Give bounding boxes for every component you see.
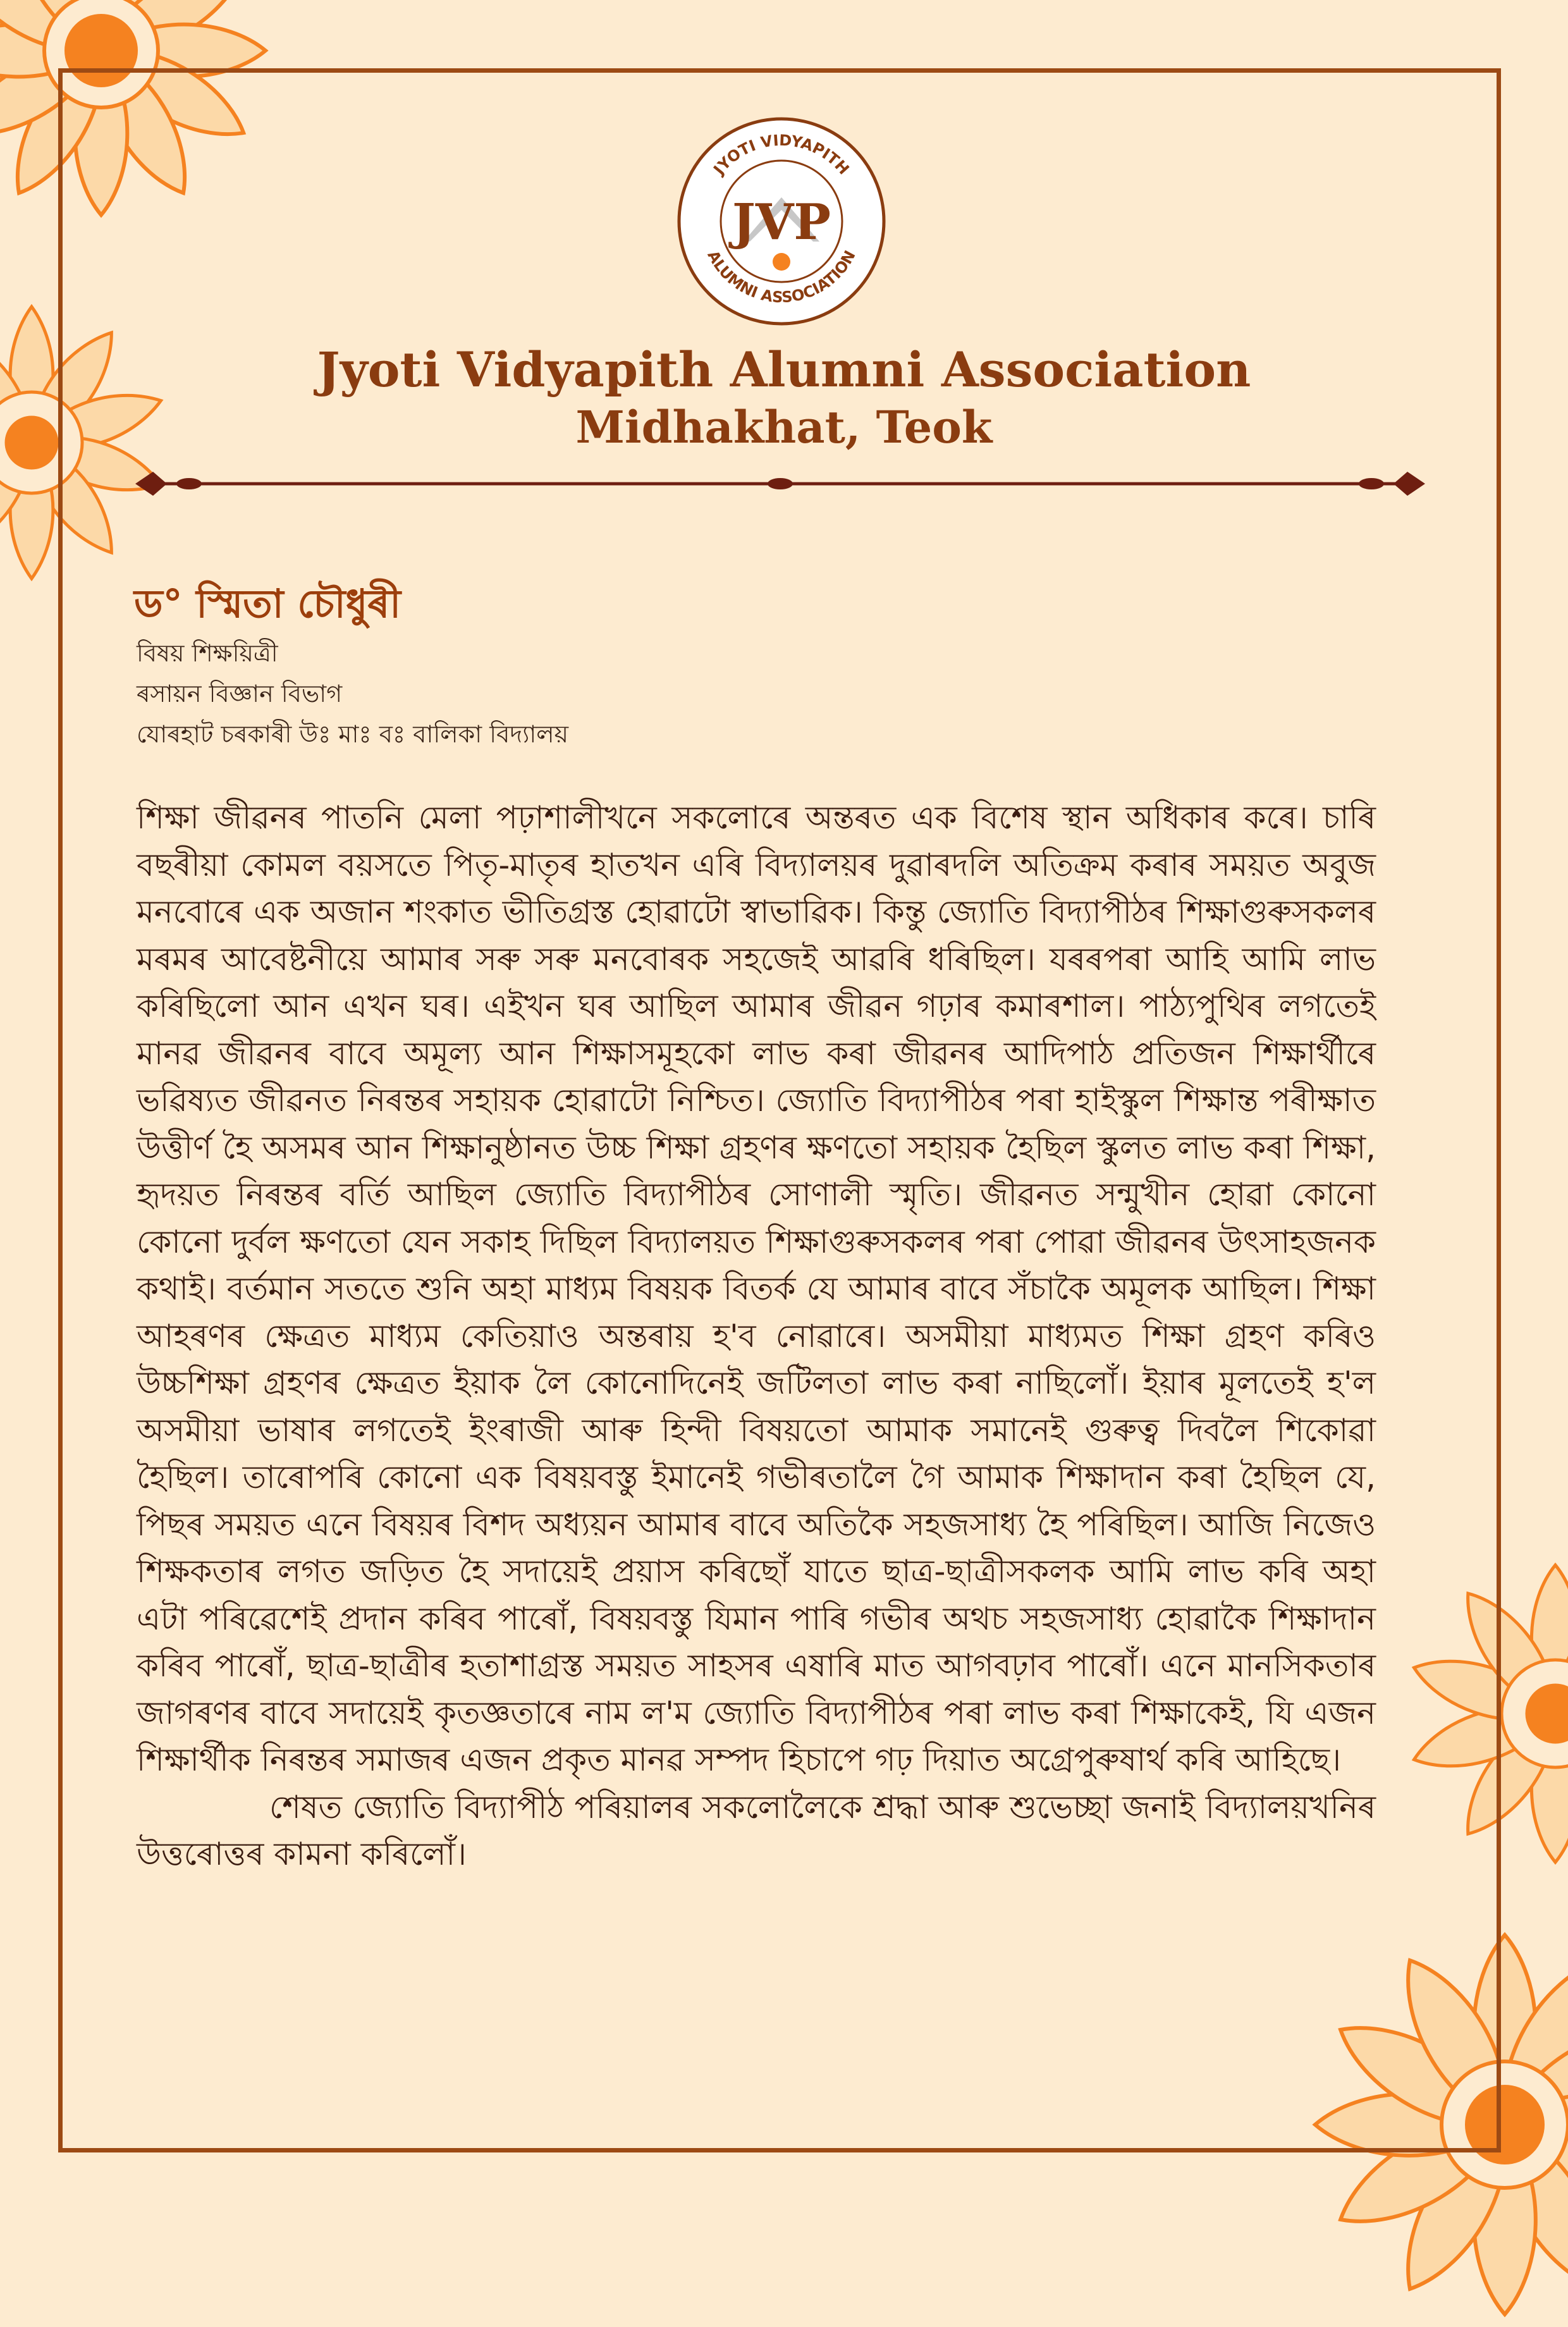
- author-name: ড° স্মিতা চৌধুৰী: [134, 580, 401, 627]
- article-body: [137, 794, 1376, 1878]
- logo-monogram: JVP: [732, 193, 831, 251]
- author-institution: যোৰহাট চৰকাৰী উঃ মাঃ বঃ বালিকা বিদ্যালয়: [137, 720, 568, 748]
- article-paragraph-closing: শেষত জ্যোতি বিদ্যাপীঠ পৰিয়ালৰ সকলোলৈকে শ্ৰদ্ধা আৰু শুভেচ্ছা জনাই বিদ্যালয়খনিৰ উত্তৰোত্তৰ কামনা কৰিলোঁ।: [137, 1788, 1376, 1872]
- alumni-association-logo: [675, 115, 888, 328]
- lamp-icon: [773, 253, 790, 271]
- logo-ring-text-top: JYOTI VIDYAPITH: [710, 131, 853, 178]
- ornamental-divider: [135, 468, 1425, 500]
- logo-ring-text-bottom: ALUMNI ASSOCIATION: [704, 247, 859, 307]
- author-designation: বিষয় শিক্ষয়িত্ৰী: [137, 639, 278, 667]
- page-title: Jyoti Vidyapith Alumni Association: [317, 341, 1251, 398]
- author-department: ৰসায়ন বিজ্ঞান বিভাগ: [137, 680, 343, 708]
- page-subtitle: Midhakhat, Teok: [575, 401, 993, 453]
- article-paragraph: শিক্ষা জীৱনৰ পাতনি মেলা পঢ়াশালীখনে সকলোৰে অন্তৰত এক বিশেষ স্থান অধিকাৰ কৰে। চাৰি বছৰীয়া কোমল বয়সতে পিতৃ-মাতৃৰ হাতখন এৰি বিদ্যালয়ৰ দুৱাৰদলি অতিক্ৰম কৰাৰ সময়ত অবুজ মনবোৰে এক অজান শংকাত ভীতিগ্ৰস্ত হোৱাটো স্বাভাৱিক। কিন্তু জ্যোতি বিদ্যাপীঠৰ শিক্ষাগুৰুসকলৰ মৰমৰ আবেষ্টনীয়ে আমাৰ সৰু সৰু মনবোৰক সহজেই আৱৰি ধৰিছিল। যৰৰপৰা আহি আমি লাভ কৰিছিলো আন এখন ঘৰ। এইখন ঘৰ আছিল আমাৰ জীৱন গঢ়াৰ কমাৰশাল। পাঠ্যপুথিৰ লগতেই মানৱ জীৱনৰ বাবে অমূল্য আন শিক্ষাসমূহকো লাভ কৰা জীৱনৰ আদিপাঠ প্ৰতিজন শিক্ষাৰ্থীৰে ভৱিষ্যত জীৱনত নিৰন্তৰ সহায়ক হোৱাটো নিশ্চিত। জ্যোতি বিদ্যাপীঠৰ পৰা হাইস্কুল শিক্ষান্ত পৰীক্ষাত উত্তীৰ্ণ হৈ অসমৰ আন শিক্ষানুষ্ঠানত উচ্চ শিক্ষা গ্ৰহণৰ ক্ষণতো সহায়ক হৈছিল স্কুলত লাভ কৰা শিক্ষা, হৃদয়ত নিৰন্তৰ বৰ্তি আছিল জ্যোতি বিদ্যাপীঠৰ সোণালী স্মৃতি। জীৱনত সন্মুখীন হোৱা কোনো কোনো দুৰ্বল ক্ষণতো যেন সকাহ দিছিল বিদ্যালয়ত শিক্ষাগুৰুসকলৰ পৰা পোৱা জীৱনৰ উৎসাহজনক কথাই। বৰ্তমান সততে শুনি অহা মাধ্যম বিষয়ক বিতৰ্ক যে আমাৰ বাবে সঁচাকৈ অমূলক আছিল। শিক্ষা আহৰণৰ ক্ষেত্ৰত মাধ্যম কেতিয়াও অন্তৰায় হ'ব নোৱাৰে। অসমীয়া মাধ্যমত শিক্ষা গ্ৰহণ কৰিও উচ্চশিক্ষা গ্ৰহণৰ ক্ষেত্ৰত ইয়াক লৈ কোনোদিনেই জটিলতা লাভ কৰা নাছিলোঁ। ইয়াৰ মূলতেই হ'ল অসমীয়া ভাষাৰ লগতেই ইংৰাজী আৰু হিন্দী বিষয়তো আমাক সমানেই গুৰুত্ব দিবলৈ শিকোৱা হৈছিল। তাৰোপৰি কোনো এক বিষয়বস্তু ইমানেই গভীৰতালৈ গৈ আমাক শিক্ষাদান কৰা হৈছিল যে, পিছৰ সময়ত এনে বিষয়ৰ বিশদ অধ্যয়ন আমাৰ বাবে অতিকৈ সহজসাধ্য হৈ পৰিছিল। আজি নিজেও শিক্ষকতাৰ লগত জড়িত হৈ সদায়েই প্ৰয়াস কৰিছোঁ যাতে ছাত্ৰ-ছাত্ৰীসকলক আমি লাভ কৰি অহা এটা পৰিৱেশেই প্ৰদান কৰিব পাৰোঁ, বিষয়বস্তু যিমান পাৰি গভীৰ অথচ সহজসাধ্য হোৱাকৈ শিক্ষাদান কৰিব পাৰোঁ, ছাত্ৰ-ছাত্ৰীৰ হতাশাগ্ৰস্ত সময়ত সাহসৰ এষাৰি মাত আগবঢ়াব পাৰোঁ। এনে মানসিকতাৰ জাগৰণৰ বাবে সদায়েই কৃতজ্ঞতাৰে নাম ল'ম জ্যোতি বিদ্যাপীঠৰ পৰা লাভ কৰা শিক্ষাকেই, যি এজন শিক্ষাৰ্থীক নিৰন্তৰ সমাজৰ এজন প্ৰকৃত মানৱ সম্পদ হিচাপে গঢ় দিয়াত অগ্ৰেপুৰুষাৰ্থ কৰি আহিছে।: [137, 799, 1376, 1778]
